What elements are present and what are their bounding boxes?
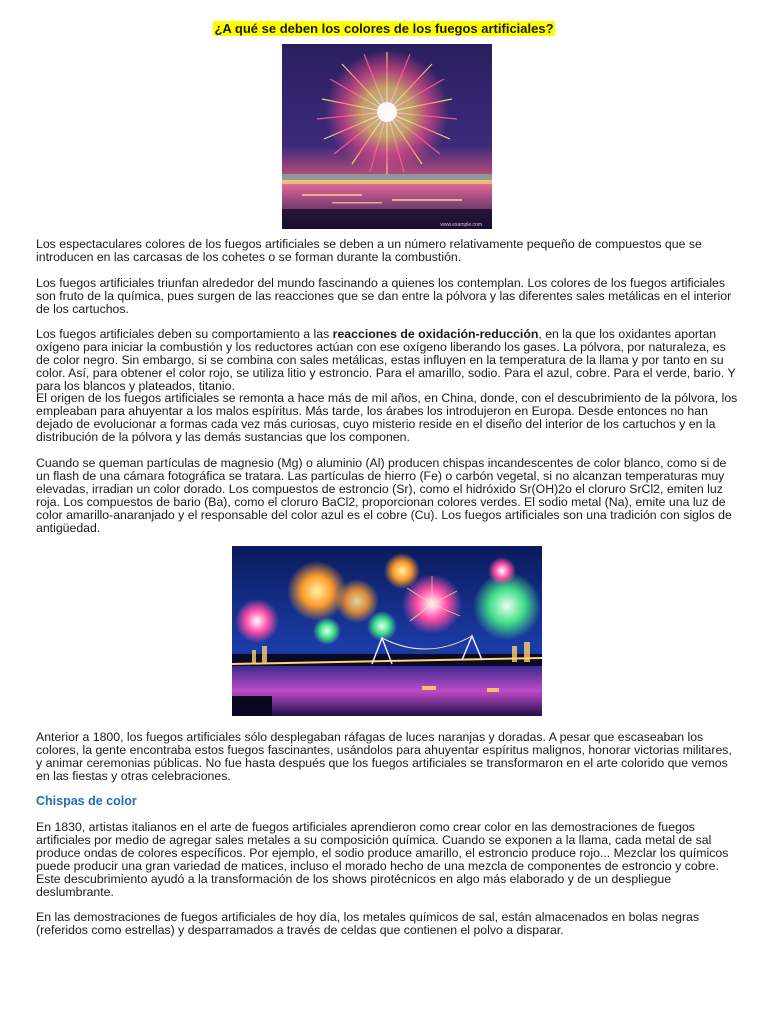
paragraph-6: Anterior a 1800, los fuegos artificiales sólo desplegaban ráfagas de luces naranjas y doradas. A pesar que escaseaban los colores, la gente encontraba estos fuegos fascinantes, usándolos para ahuyentar espíritus malignos, honorar victorias militares, y animar ceremonias públicas. No fue hasta después que los fuegos artificiales se transformaron en el arte colorido que vemos en las fiestas y otras celebraciones. [36, 730, 732, 783]
paragraph-1: Los espectaculares colores de los fuegos artificiales se deben a un número relativamente pequeño de compuestos que se introducen en las carcasas de los cohetes o se forman durante la combustión. [36, 237, 702, 264]
fireworks-over-bridge-photo [232, 546, 542, 716]
paragraph-4: El origen de los fuegos artificiales se remonta a hace más de mil años, en China, donde, con el descubrimiento de la pólvora, los empleaban para ahuyentar a los malos espíritus. Más tarde, los árabes los introdujeron en Europa. Desde entonces no han dejado de evolucionar a formas cada vez más curiosas, cuyo misterio reside en el diseño del interior de los cartuchos y en la distribución de la pólvora y las demás sustancias que los componen. [36, 391, 738, 444]
page-title: ¿A qué se deben los colores de los fuegos artificiales? [214, 21, 554, 36]
paragraph-3-end: , en la que los oxidantes aportan oxígeno para iniciar la combustión y los reductores actúan con ese oxígeno liberando los gases. La pólvora, por naturaleza, es de color negro. Sin embargo, si se combina con sales metálicas, estas influyen en la temperatura de la llama y por tanto en su color. Así, para obtener el color rojo, se utiliza litio y estroncio. Para el amarillo, sodio. Para el azul, cobre. Para el verde, bario. Y para los blancos y plateados, titanio. [36, 327, 736, 393]
paragraph-7: En 1830, artistas italianos en el arte de fuegos artificiales aprendieron como crear color en las demostraciones de fuegos artificiales por medio de agregar sales metales a su composición química. Cuando se exponen a la llama, cada metal de sal produce ondas de colores específicos. Por ejemplo, el sodio produce amarillo, el estroncio produce rojo... Mezclar los químicos puede producir una gran variedad de matices, incluso el morado hecho de una mezcla de componentes de estroncio y cobre. Este descubrimiento ayudó a la transformación de los shows pirotécnicos en algo más elaborado y de un despliegue deslumbrante. [36, 820, 729, 899]
title-block [0, 20, 768, 38]
paragraph-2: Los fuegos artificiales triunfan alrededor del mundo fascinando a quienes los contemplan. Los colores de los fuegos artificiales son fruto de la química, pues surgen de las reacciones que se dan entre la pólvora y las diferentes sales metálicas en el interior de los cartuchos. [36, 276, 732, 316]
paragraph-5: Cuando se queman partículas de magnesio (Mg) o aluminio (Al) producen chispas incandescentes de color blanco, como si de un flash de una cámara fotográfica se tratara. Las partículas de hierro (Fe) o carbón vegetal, si no alcanzan temperaturas muy elevadas, irradian un color dorado. Los compuestos de estroncio (Sr), como el hidróxido Sr(OH)2o el cloruro SrCl2, emiten luz roja. Los compuestos de bario (Ba), como el cloruro BaCl2, proporcionan colores verdes. El sodio metal (Na), emite una luz de color amarillo-anaranjado y el responsable del color azul es el cobre (Cu). Los fuegos artificiales son una tradición con siglos de antigüedad. [36, 456, 732, 535]
fireworks-over-bay-photo [282, 44, 492, 229]
paragraph-3-bold: reacciones de oxidación-reducción [332, 327, 539, 341]
image-watermark: www.example.com [440, 222, 482, 228]
paragraph-3-start: Los fuegos artificiales deben su comportamiento a las [36, 327, 333, 341]
section-heading-chispas: Chispas de color [36, 794, 137, 808]
paragraph-3 [36, 328, 738, 393]
paragraph-8: En las demostraciones de fuegos artificiales de hoy día, los metales químicos de sal, están almacenados en bolas negras (referidos como estrellas) y desparramados a través de celdas que contienen el polvo a disparar. [36, 910, 700, 937]
